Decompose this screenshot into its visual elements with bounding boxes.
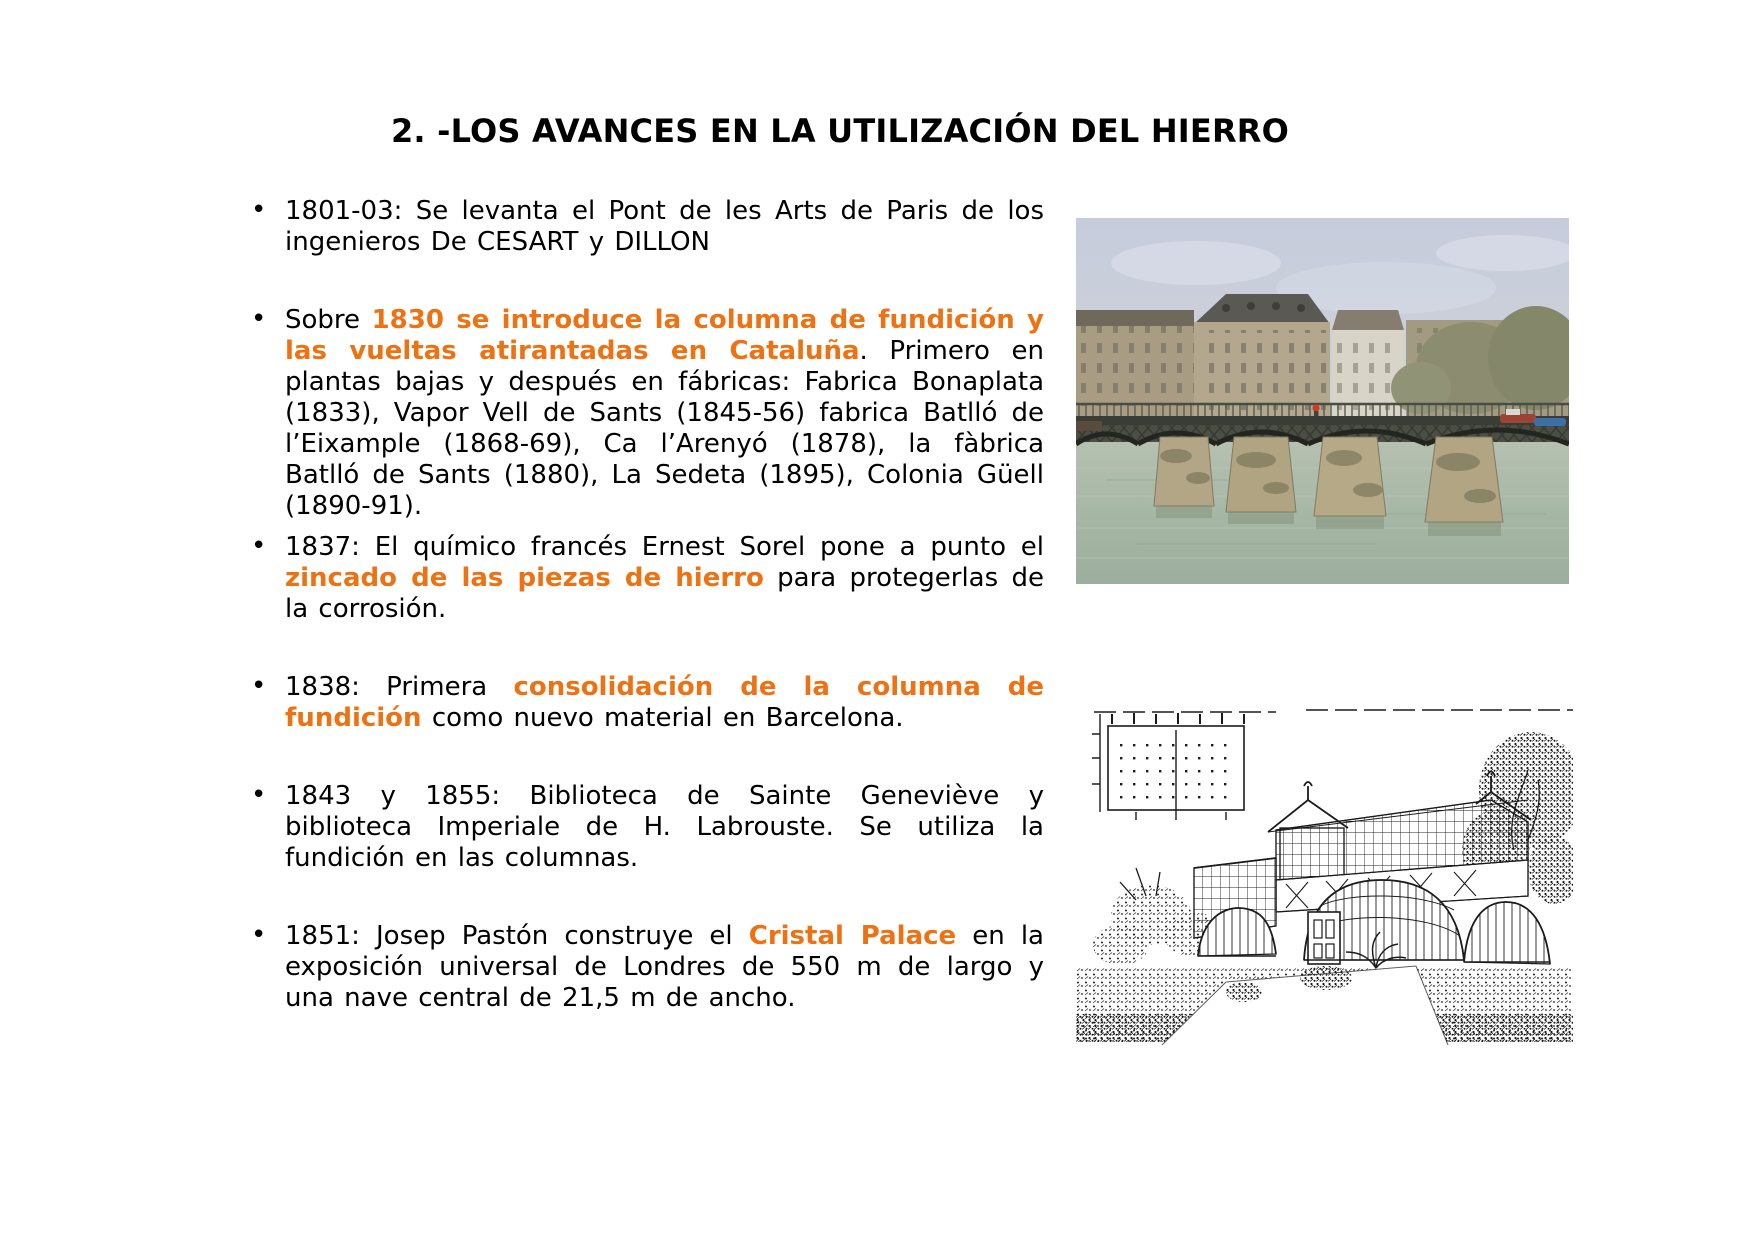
bullet-text-segment: . Primero en plantas bajas y después en fábricas: Fabrica Bonaplata (1833), Vapor Vell de Sants (1845-56) fabrica Batlló de l’Eixample (1868-69), Ca l’Arenyó (1878), la fàbrica Batlló de Sants (1880), La Sedeta (1895), Colonia Güell (1890-91). xyxy=(285,336,1044,521)
bullet-text-segment: 1851: Josep Pastón construye el xyxy=(285,921,749,951)
bullet-text-segment: Sobre xyxy=(285,305,372,335)
bullet-text-segment: para protegerlas de la corrosión. xyxy=(285,563,1044,624)
greenhouse-engraving xyxy=(1076,700,1573,1045)
bullet-icon: • xyxy=(251,920,267,950)
bullet-icon: • xyxy=(251,780,267,810)
bullet-text-segment: 1843 y 1855: Biblioteca de Sainte Geneviève y biblioteca Imperiale de H. Labrouste. Se utiliza la fundición en las columnas. xyxy=(285,781,1044,873)
bullet-icon: • xyxy=(251,671,267,701)
bullet-text-segment: 1838: Primera xyxy=(285,672,514,702)
bullet-text-segment-accent: 1830 se introduce la columna de fundición y las vueltas atirantadas en Cataluña xyxy=(285,305,1044,366)
bullet-icon: • xyxy=(251,195,267,225)
list-item xyxy=(249,305,1044,522)
pont-des-arts-photo xyxy=(1076,218,1569,584)
list-item xyxy=(249,781,1044,874)
bullet-text-segment: 1801-03: Se levanta el Pont de les Arts de Paris de los ingenieros De CESART y DILLON xyxy=(285,196,1044,257)
bullet-list xyxy=(249,196,1044,1014)
list-item xyxy=(249,921,1044,1014)
bullet-text-segment: como nuevo material en Barcelona. xyxy=(421,703,904,733)
bullet-text-segment-accent: zincado de las piezas de hierro xyxy=(285,563,764,593)
pont-des-arts-photo-graphic xyxy=(1076,218,1569,584)
bullet-text-segment-accent: consolidación de la columna de fundición xyxy=(285,672,1045,733)
bullet-text-segment-accent: Cristal Palace xyxy=(748,921,957,951)
list-item xyxy=(249,532,1044,625)
page-title: 2. -LOS AVANCES EN LA UTILIZACIÓN DEL HIERRO xyxy=(390,112,1290,151)
list-item xyxy=(249,196,1044,258)
greenhouse-engraving-graphic xyxy=(1076,700,1573,1045)
bullet-text-segment: 1837: El químico francés Ernest Sorel pone a punto el xyxy=(285,532,1044,562)
bullet-icon: • xyxy=(251,304,267,334)
bullet-icon: • xyxy=(251,531,267,561)
list-item xyxy=(249,672,1044,734)
bullet-text-segment: en la exposición universal de Londres de 550 m de largo y una nave central de 21,5 m de ancho. xyxy=(285,921,1044,1013)
